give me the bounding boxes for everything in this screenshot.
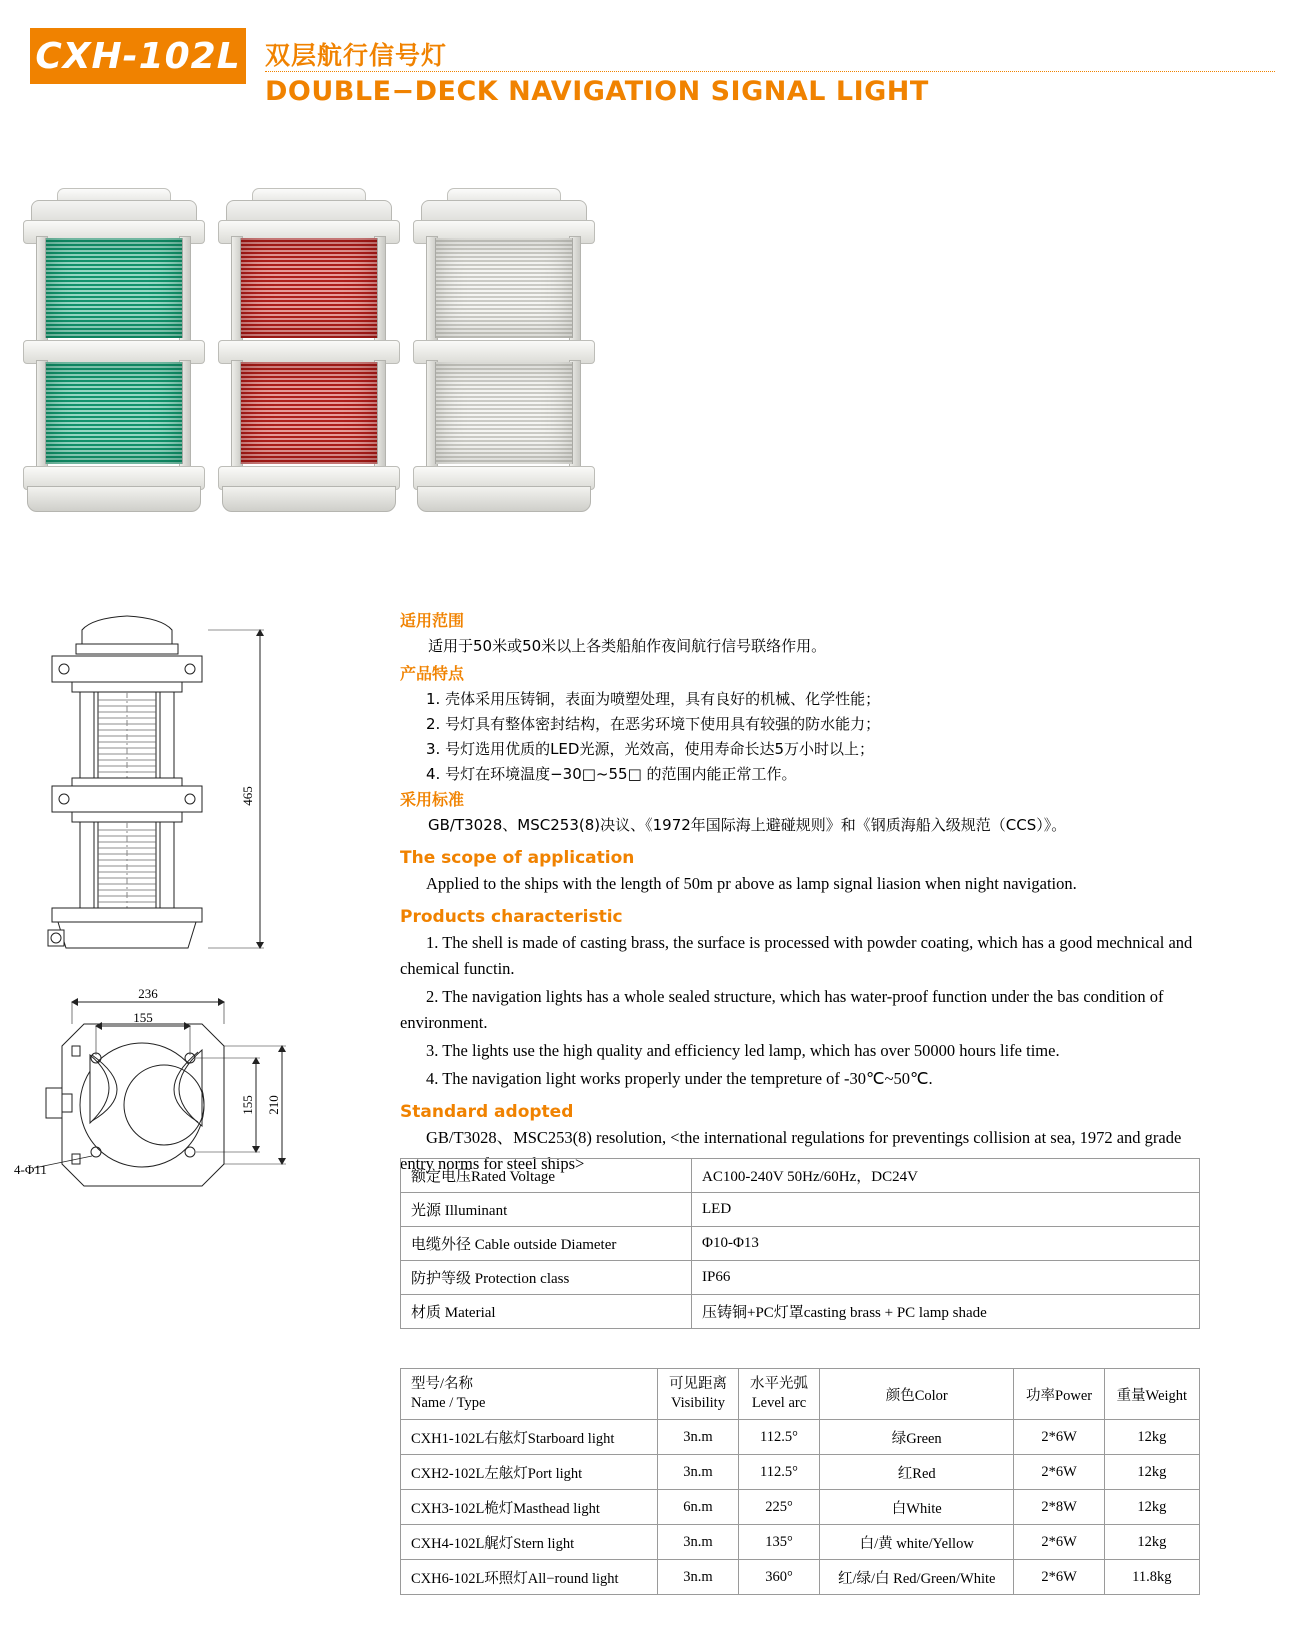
lamp-ring-middle <box>218 340 400 364</box>
col-header-name <box>401 1369 658 1420</box>
lamp-base <box>27 486 201 512</box>
product-photo-white <box>413 180 593 540</box>
lamp-lens-upper <box>240 238 378 338</box>
model-arc: 360° <box>739 1560 820 1595</box>
col-header-weight: 重量Weight <box>1104 1369 1199 1420</box>
table-row <box>401 1261 1200 1295</box>
model-power: 2*6W <box>1014 1420 1104 1455</box>
model-name: CXH2-102L左舷灯Port light <box>401 1455 658 1490</box>
model-visibility: 3n.m <box>658 1525 739 1560</box>
section-title-scope-en: The scope of application <box>400 848 635 868</box>
table-row <box>401 1420 1200 1455</box>
model-weight: 12kg <box>1104 1490 1199 1525</box>
title-english: DOUBLE−DECK NAVIGATION SIGNAL LIGHT <box>265 76 929 107</box>
model-color: 绿Green <box>820 1420 1014 1455</box>
drawing-svg <box>12 600 392 1320</box>
table-row <box>401 1525 1200 1560</box>
dim-top-inner-width: 155 <box>133 1010 153 1025</box>
feature-cn-4: 4. 号灯在环境温度−30□~55□ 的范围内能正常工作。 <box>426 765 797 783</box>
spec-key-protection-class: 防护等级 Protection class <box>401 1261 692 1295</box>
model-power: 2*6W <box>1014 1525 1104 1560</box>
table-row <box>401 1227 1200 1261</box>
lamp-base <box>222 486 396 512</box>
model-visibility: 6n.m <box>658 1490 739 1525</box>
model-badge: CXH-102L <box>30 28 246 84</box>
model-power: 2*8W <box>1014 1490 1104 1525</box>
model-arc: 112.5° <box>739 1420 820 1455</box>
model-color: 红/绿/白 Red/Green/White <box>820 1560 1014 1595</box>
section-title-standard-en: Standard adopted <box>400 1102 574 1122</box>
model-visibility: 3n.m <box>658 1455 739 1490</box>
spec-value-illuminant: LED <box>692 1193 1200 1227</box>
col-header-name-en: Name / Type <box>411 1395 486 1411</box>
section-title-features-en: Products characteristic <box>400 907 623 927</box>
col-header-color: 颜色Color <box>820 1369 1014 1420</box>
table-row <box>401 1159 1200 1193</box>
model-weight: 12kg <box>1104 1525 1199 1560</box>
section-title-scope-cn: 适用范围 <box>400 611 465 630</box>
technical-drawings <box>12 600 392 1320</box>
feature-en-1: 1. The shell is made of casting brass, the surface is processed with powder coating, which has a good mechnical and chemical functin. <box>400 933 1193 978</box>
section-title-features-cn: 产品特点 <box>400 664 465 683</box>
model-arc: 112.5° <box>739 1455 820 1490</box>
model-name: CXH4-102L艉灯Stern light <box>401 1525 658 1560</box>
lamp-lens-lower <box>45 362 183 464</box>
model-weight: 11.8kg <box>1104 1560 1199 1595</box>
model-arc: 135° <box>739 1525 820 1560</box>
feature-en-2: 2. The navigation lights has a whole sealed structure, which has water-proof function under the bas condition of environment. <box>400 987 1164 1032</box>
spec-key-material: 材质 Material <box>401 1295 692 1329</box>
table-row <box>401 1455 1200 1490</box>
table-row <box>401 1193 1200 1227</box>
spec-value-cable-diameter: Φ10-Φ13 <box>692 1227 1200 1261</box>
feature-cn-3: 3. 号灯选用优质的LED光源，光效高，使用寿命长达5万小时以上； <box>426 740 875 758</box>
spec-key-illuminant: 光源 Illuminant <box>401 1193 692 1227</box>
specification-table <box>400 1158 1200 1329</box>
spec-value-protection-class: IP66 <box>692 1261 1200 1295</box>
title-chinese: 双层航行信号灯 <box>265 41 448 70</box>
col-header-arc-en: Level arc <box>751 1395 807 1411</box>
model-name: CXH3-102L桅灯Masthead light <box>401 1490 658 1525</box>
dim-top-inner-height: 155 <box>240 1095 255 1115</box>
spec-key-cable-diameter: 电缆外径 Cable outside Diameter <box>401 1227 692 1261</box>
table-row <box>401 1295 1200 1329</box>
lamp-lens-lower <box>435 362 573 464</box>
model-arc: 225° <box>739 1490 820 1525</box>
model-color: 白/黄 white/Yellow <box>820 1525 1014 1560</box>
model-weight: 12kg <box>1104 1455 1199 1490</box>
col-header-arc <box>739 1369 820 1420</box>
col-header-visibility-en: Visibility <box>671 1395 725 1411</box>
model-color: 白White <box>820 1490 1014 1525</box>
description-column <box>400 608 1200 1179</box>
feature-cn-2: 2. 号灯具有整体密封结构，在恶劣环境下使用具有较强的防水能力； <box>426 715 881 733</box>
lamp-lens-lower <box>240 362 378 464</box>
lamp-lens-upper <box>435 238 573 338</box>
col-header-power: 功率Power <box>1014 1369 1104 1420</box>
feature-cn-1: 1. 壳体采用压铸铜，表面为喷塑处理，具有良好的机械、化学性能； <box>426 690 881 708</box>
lamp-lens-upper <box>45 238 183 338</box>
model-visibility: 3n.m <box>658 1420 739 1455</box>
table-header-row <box>401 1369 1200 1420</box>
standard-en-body: GB/T3028、MSC253(8) resolution, <the international regulations for preventings collision at sea, 1972 and grade entry norms for steel ships> <box>400 1128 1182 1173</box>
page-header <box>0 28 1306 116</box>
spec-value-rated-voltage: AC100-240V 50Hz/60Hz，DC24V <box>692 1159 1200 1193</box>
model-color: 红Red <box>820 1455 1014 1490</box>
standard-cn-body: GB/T3028、MSC253(8)决议、《1972年国际海上避碰规则》和《钢质海船入级规范（CCS）》。 <box>428 816 1067 834</box>
dim-top-width: 236 <box>138 986 158 1001</box>
model-name: CXH1-102L右舷灯Starboard light <box>401 1420 658 1455</box>
lamp-ring-middle <box>23 340 205 364</box>
col-header-arc-cn: 水平光弧 <box>750 1376 808 1392</box>
table-row <box>401 1560 1200 1595</box>
feature-en-3: 3. The lights use the high quality and efficiency led lamp, which has over 50000 hours life time. <box>426 1041 1060 1060</box>
col-header-visibility-cn: 可见距离 <box>669 1376 727 1392</box>
dim-front-height: 465 <box>240 786 255 806</box>
dim-hole-note: 4-Φ11 <box>14 1162 47 1177</box>
spec-key-rated-voltage: 额定电压Rated Voltage <box>401 1159 692 1193</box>
dim-top-height: 210 <box>266 1095 281 1115</box>
product-photo-group <box>18 170 628 550</box>
table-row <box>401 1490 1200 1525</box>
model-name: CXH6-102L环照灯All−round light <box>401 1560 658 1595</box>
scope-en-body: Applied to the ships with the length of 50m pr above as lamp signal liasion when night navigation. <box>426 874 1077 893</box>
product-photo-red <box>218 180 398 540</box>
model-power: 2*6W <box>1014 1560 1104 1595</box>
model-power: 2*6W <box>1014 1455 1104 1490</box>
lamp-ring-middle <box>413 340 595 364</box>
spec-value-material: 压铸铜+PC灯罩casting brass + PC lamp shade <box>692 1295 1200 1329</box>
feature-en-4: 4. The navigation light works properly under the tempreture of -30℃~50℃. <box>426 1069 933 1088</box>
col-header-visibility <box>658 1369 739 1420</box>
lamp-base <box>417 486 591 512</box>
product-photo-green <box>23 180 203 540</box>
model-visibility: 3n.m <box>658 1560 739 1595</box>
model-weight: 12kg <box>1104 1420 1199 1455</box>
model-table <box>400 1368 1200 1595</box>
scope-cn-body: 适用于50米或50米以上各类船舶作夜间航行信号联络作用。 <box>428 637 827 655</box>
col-header-name-cn: 型号/名称 <box>411 1376 474 1392</box>
section-title-standard-cn: 采用标准 <box>400 790 465 809</box>
